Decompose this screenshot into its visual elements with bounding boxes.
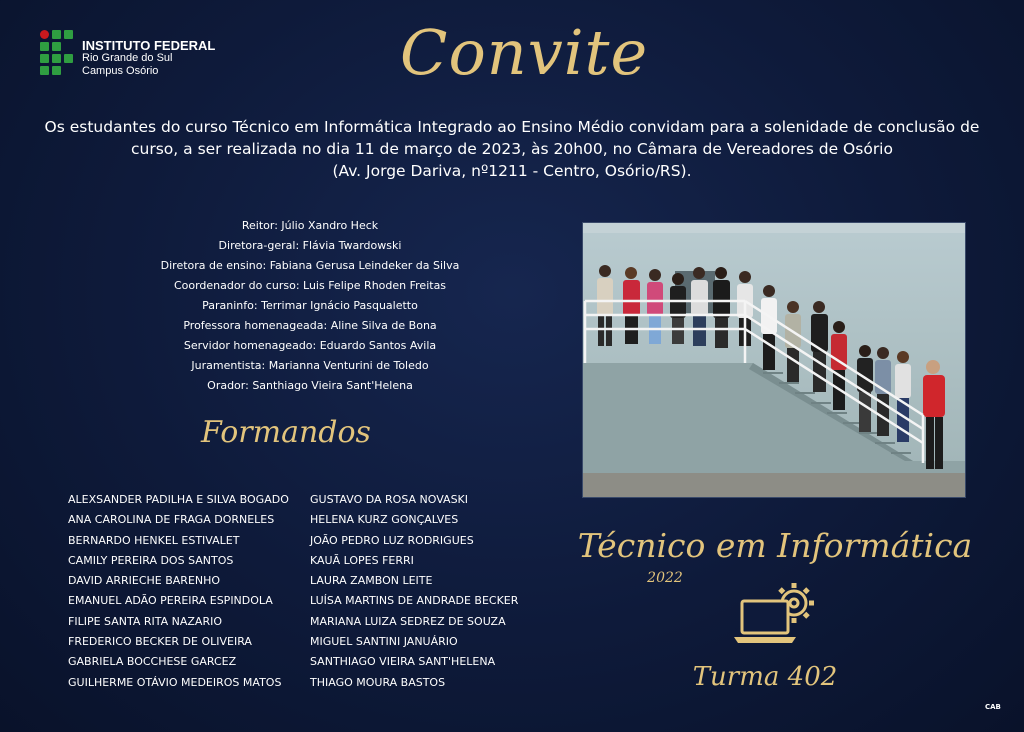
graduate-name: THIAGO MOURA BASTOS: [310, 675, 446, 689]
invitation-text: [10, 116, 1014, 182]
graduates-column-right: [310, 490, 550, 693]
graduate-name: KAUÃ LOPES FERRI: [310, 553, 414, 567]
logo-text: [82, 39, 215, 78]
official-orador: Orador: Santhiago Vieira Sant'Helena: [207, 379, 413, 392]
logo-institution-name: INSTITUTO FEDERAL: [82, 38, 216, 53]
class-photo: [582, 222, 966, 498]
official-coordenador: Coordenador do curso: Luis Felipe Rhoden Freitas: [173, 279, 447, 292]
logo-square: [52, 54, 61, 63]
graduate-name: GUSTAVO DA ROSA NOVASKI: [310, 493, 469, 506]
graduate-name: LUÍSA MARTINS DE ANDRADE BECKER: [310, 594, 519, 608]
logo-square: [40, 42, 49, 51]
page-title: Convite: [400, 16, 649, 89]
course-title: Técnico em Informática: [577, 526, 973, 565]
graduate-name: LAURA ZAMBON LEITE: [310, 574, 433, 588]
class-name: Turma 402: [692, 662, 838, 692]
designer-signature: CAB: [985, 703, 1001, 711]
graduate-name: BERNARDO HENKEL ESTIVALET: [68, 533, 240, 547]
official-reitor: Reitor: Júlio Xandro Heck: [241, 219, 379, 232]
graduate-name: MARIANA LUIZA SEDREZ DE SOUZA: [310, 614, 506, 628]
officials-list: [100, 216, 520, 396]
invitation-line: Os estudantes do curso Técnico em Informática Integrado ao Ensino Médio convidam para a solenidade de conclusão de: [44, 118, 980, 136]
logo-square: [64, 30, 73, 39]
graduates-column-left: [68, 490, 308, 693]
logo-square: [64, 54, 73, 63]
class-photo-illustration: [583, 223, 965, 497]
graduate-name: JOÃO PEDRO LUZ RODRIGUES: [310, 533, 474, 547]
course-year: 2022: [647, 570, 683, 586]
formandos-heading: Formandos: [201, 415, 371, 450]
official-juramentista: Juramentista: Marianna Venturini de Toledo: [191, 359, 429, 372]
logo-red-dot: [40, 30, 49, 39]
graduate-name: HELENA KURZ GONÇALVES: [310, 513, 459, 527]
graduate-name: FREDERICO BECKER DE OLIVEIRA: [68, 635, 252, 649]
logo-square: [52, 42, 61, 51]
official-diretora-ensino: Diretora de ensino: Fabiana Gerusa Leindeker da Silva: [160, 259, 460, 272]
institution-logo: [40, 30, 240, 82]
graduate-name: CAMILY PEREIRA DOS SANTOS: [68, 553, 234, 567]
graduate-name: GABRIELA BOCCHESE GARCEZ: [68, 655, 237, 669]
graduate-name: MIGUEL SANTINI JANUÁRIO: [310, 635, 458, 649]
graduate-name: ANA CAROLINA DE FRAGA DORNELES: [68, 513, 275, 527]
laptop-gear-icon-graphic: [732, 577, 824, 647]
graduate-name: DAVID ARRIECHE BARENHO: [68, 574, 221, 588]
logo-square: [52, 30, 61, 39]
official-servidor-homenageado: Servidor homenageado: Eduardo Santos Avila: [183, 339, 437, 352]
graduate-name: EMANUEL ADÃO PEREIRA ESPINDOLA: [68, 594, 273, 608]
invitation-line: curso, a ser realizada no dia 11 de março de 2023, às 20h00, no Câmara de Vereadores de Osório: [131, 140, 893, 158]
logo-campus: Campus Osório: [82, 65, 159, 77]
logo-square: [52, 66, 61, 75]
graduate-name: ALEXSANDER PADILHA E SILVA BOGADO: [68, 493, 289, 506]
graduate-name: SANTHIAGO VIEIRA SANT'HELENA: [310, 655, 496, 669]
logo-square: [40, 54, 49, 63]
laptop-gear-icon: [732, 577, 824, 647]
graduate-name: GUILHERME OTÁVIO MEDEIROS MATOS: [68, 675, 282, 689]
logo-mark: [40, 30, 76, 80]
official-diretora-geral: Diretora-geral: Flávia Twardowski: [218, 239, 402, 252]
logo-state: Rio Grande do Sul: [82, 52, 173, 64]
official-paraninfo: Paraninfo: Terrimar Ignácio Pasqualetto: [202, 299, 418, 312]
graduate-name: FILIPE SANTA RITA NAZARIO: [68, 614, 222, 628]
invitation-address: (Av. Jorge Dariva, nº1211 - Centro, Osório/RS).: [332, 162, 692, 180]
logo-square: [40, 66, 49, 75]
official-professora-homenageada: Professora homenageada: Aline Silva de Bona: [183, 319, 437, 332]
